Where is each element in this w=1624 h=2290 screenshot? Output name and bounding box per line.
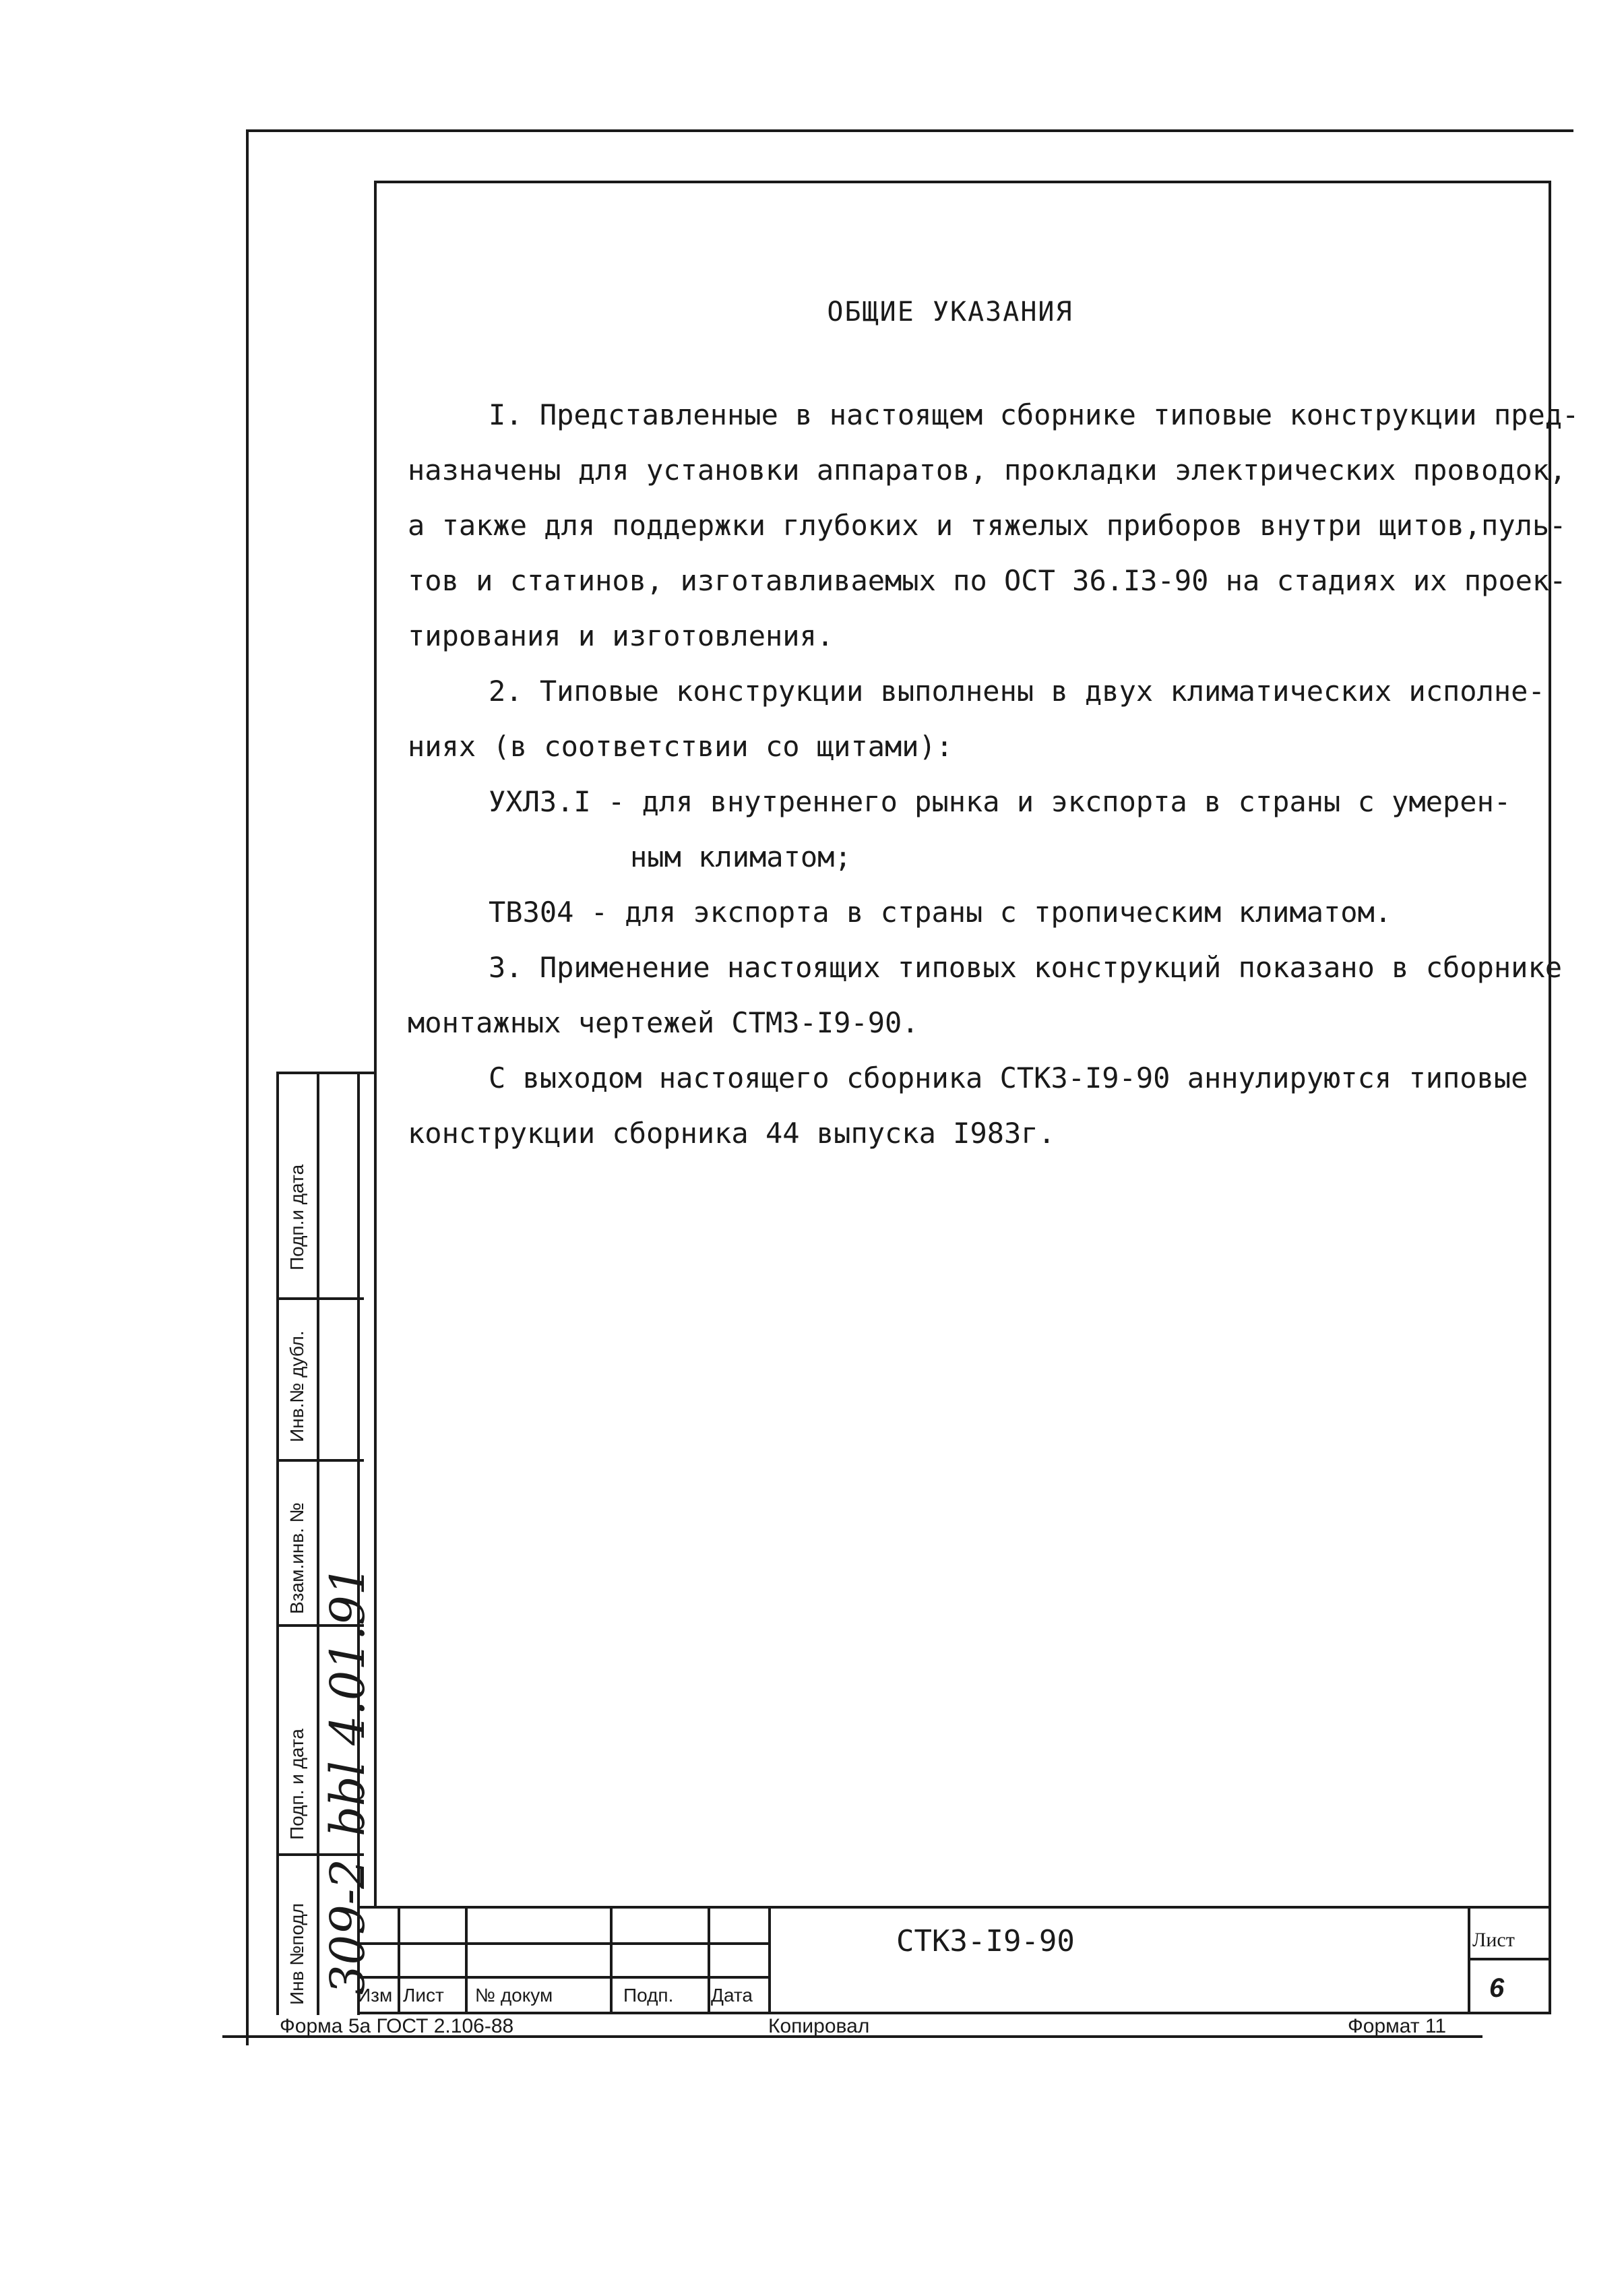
outer-frame-left xyxy=(246,129,249,2045)
title-block-col xyxy=(398,1906,400,2012)
col-label-date: Дата xyxy=(711,1985,753,2006)
title-block-row xyxy=(357,1976,768,1979)
col-label-change: Изм xyxy=(357,1985,393,2006)
col-label-doc-number: № докум xyxy=(475,1985,553,2006)
paragraph-line: 3. Применение настоящих типовых конструкций показано в сборнике xyxy=(489,951,1563,984)
document-title: ОБЩИЕ УКАЗАНИЯ xyxy=(827,297,1073,328)
side-stamp-divider xyxy=(317,1072,319,2015)
side-stamp-row xyxy=(276,1853,364,1856)
paragraph-line: ТВ304 - для экспорта в страны с тропическим климатом. xyxy=(489,896,1392,929)
sheet-number: 6 xyxy=(1489,1973,1505,2003)
outer-frame-top xyxy=(246,129,1573,132)
paragraph-line: С выходом настоящего сборника СТК3-I9-90 аннулируются типовые xyxy=(489,1061,1528,1094)
footer-format: Формат 11 xyxy=(1348,2015,1447,2037)
title-block-col xyxy=(465,1906,468,2012)
side-stamp-row xyxy=(276,1459,364,1462)
side-stamp-row xyxy=(276,1297,364,1300)
paragraph-line: тирования и изготовления. xyxy=(408,619,834,652)
col-label-signature: Подп. xyxy=(623,1985,674,2006)
paragraph-line: назначены для установки аппаратов, прокладки электрических проводок, xyxy=(408,454,1567,487)
paragraph-line: УХЛ3.I - для внутреннего рынка и экспорта в страны с умерен- xyxy=(489,785,1511,818)
title-block-row xyxy=(357,1942,768,1945)
paragraph-line: 2. Типовые конструкции выполнены в двух климатических исполне- xyxy=(489,675,1545,708)
side-label-sign-date-2: Подп. и дата xyxy=(286,1729,307,1840)
side-label-replace-inv: Взам.инв. № xyxy=(286,1502,307,1614)
col-label-sheet: Лист xyxy=(403,1985,444,2006)
side-label-dup-inv: Инв.№ дубл. xyxy=(286,1330,307,1442)
footer-form: Форма 5а ГОСТ 2.106-88 xyxy=(280,2015,514,2037)
side-stamp-left xyxy=(276,1072,279,2015)
document-body xyxy=(408,388,1580,1161)
handwritten-inv-number: 309-2 xyxy=(320,1859,375,1995)
inner-frame-top xyxy=(374,181,1551,183)
title-block-col xyxy=(768,1906,771,2012)
paragraph-line: I. Представленные в настоящем сборнике типовые конструкции пред- xyxy=(489,398,1580,431)
paragraph-line: конструкции сборника 44 выпуска I983г. xyxy=(408,1117,1055,1150)
paragraph-line: монтажных чертежей СТМ3-I9-90. xyxy=(408,1006,919,1039)
handwritten-date: 4.01.91 xyxy=(320,1565,375,1745)
title-block-col xyxy=(708,1906,710,2012)
sheet-label: Лист xyxy=(1472,1929,1515,1951)
side-label-orig-inv: Инв №подл xyxy=(286,1902,307,2005)
sheet-box-row xyxy=(1468,1958,1551,1960)
inner-frame-bottom xyxy=(357,2012,1551,2014)
document-code: СТК3-I9-90 xyxy=(896,1924,1075,1958)
paragraph-line: ным климатом; xyxy=(630,840,852,873)
title-block-col xyxy=(610,1906,613,2012)
handwritten-signature: bbl xyxy=(320,1760,375,1836)
title-block-top xyxy=(357,1906,1551,1909)
paragraph-line: ниях (в соответствии со щитами): xyxy=(408,730,954,763)
side-label-sign-date: Подп.и дата xyxy=(286,1164,307,1270)
paragraph-line: а также для поддержки глубоких и тяжелых приборов внутри щитов,пуль- xyxy=(408,509,1567,542)
paragraph-line: тов и статинов, изготавливаемых по ОСТ 36.I3-90 на стадиях их проек- xyxy=(408,564,1567,597)
footer-copied: Копировал xyxy=(768,2015,870,2037)
